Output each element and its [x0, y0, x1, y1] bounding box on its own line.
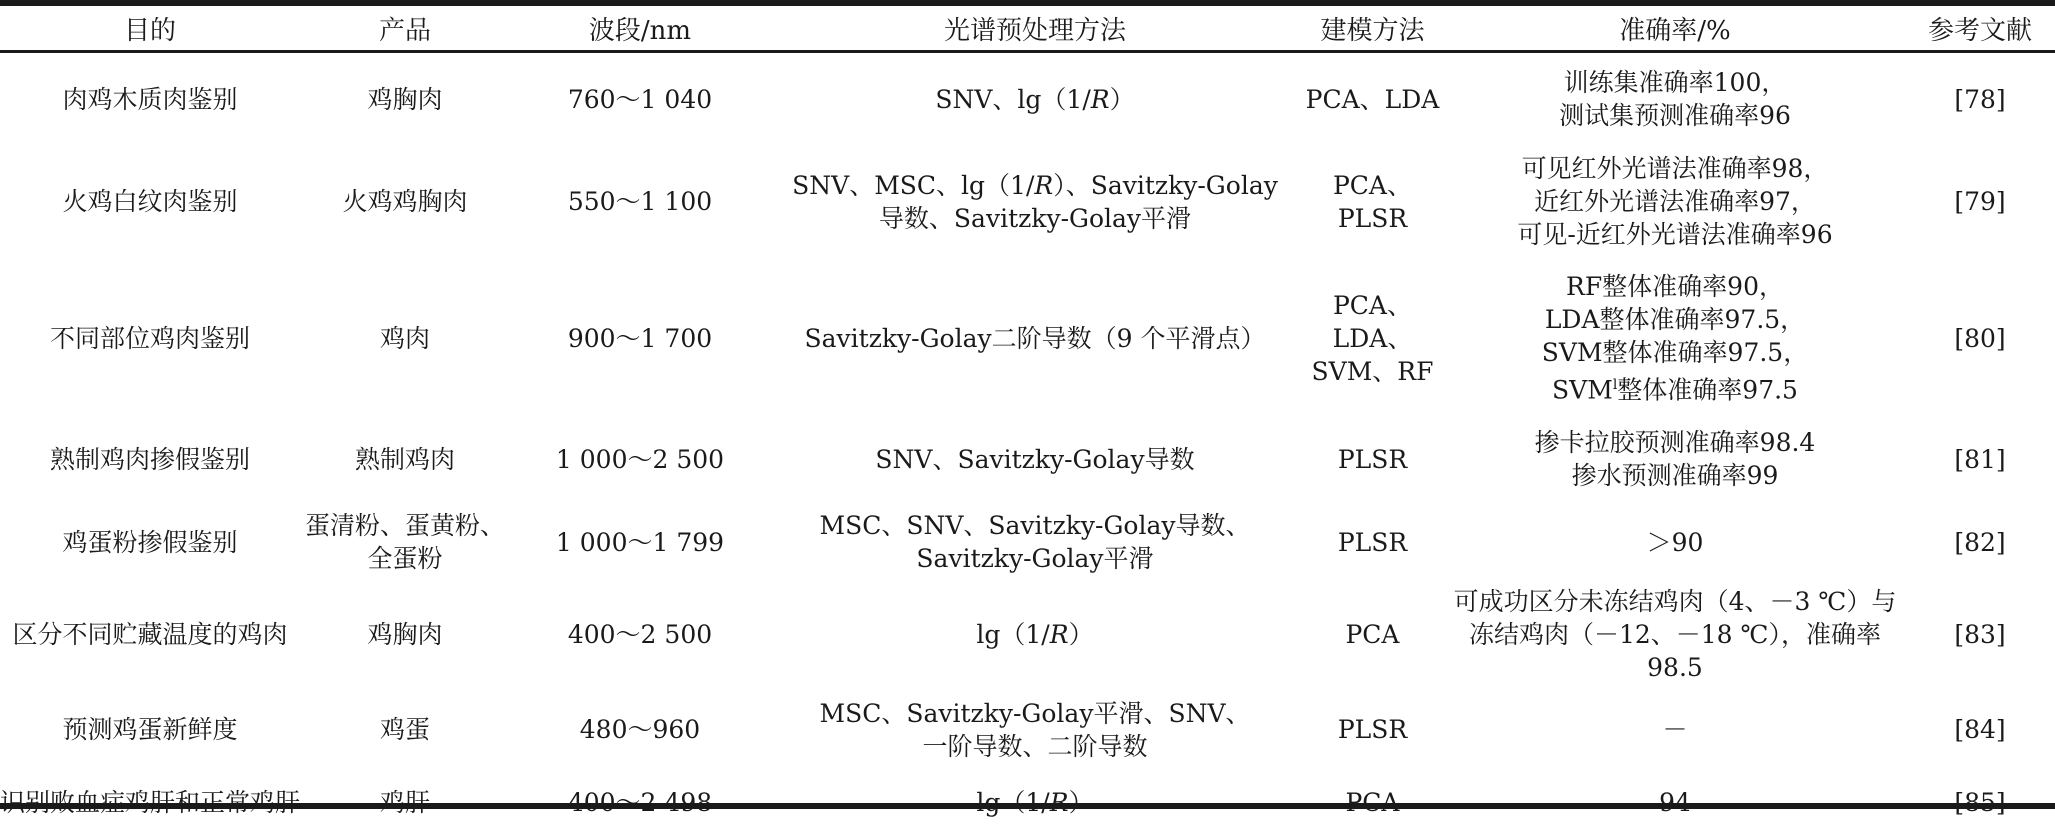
cell-purpose: 区分不同贮藏温度的鸡肉	[12, 620, 288, 649]
header-model: 建模方法	[1320, 15, 1425, 46]
cell-model: PCA、PLSR	[1332, 170, 1412, 233]
table-row	[0, 53, 2055, 145]
cell-model: PCA、LDA	[1305, 84, 1440, 114]
table-row	[0, 684, 2055, 775]
header-preprocess: 光谱预处理方法	[943, 15, 1126, 46]
header-band: 波段/nm	[588, 15, 692, 46]
cell-preprocess: lg（1/R）	[976, 620, 1094, 649]
cell-preprocess: SNV、MSC、lg（1/R）、Savitzky-Golay 导数、Savitzky-Golay平滑	[792, 170, 1278, 233]
cell-purpose: 不同部位鸡肉鉴别	[49, 324, 250, 353]
cell-model: PCA	[1345, 620, 1400, 649]
cell-product: 蛋清粉、蛋黄粉、 全蛋粉	[304, 511, 505, 573]
cell-reference: [85]	[1954, 787, 2006, 817]
table-row	[0, 145, 2055, 258]
cell-reference: [80]	[1954, 324, 2006, 353]
cell-model: PCA	[1345, 787, 1400, 817]
cell-purpose: 鸡蛋粉掺假鉴别	[62, 527, 238, 557]
cell-product: 鸡胸肉	[367, 620, 443, 649]
cell-band: 1 000～2 500	[555, 444, 725, 474]
cell-accuracy: RF整体准确率90， LDA整体准确率97.5， SVM整体准确率97.5， SVM$^l$整体准确率97.5	[1541, 272, 1809, 405]
cell-product: 鸡肝	[379, 787, 430, 817]
cell-product: 鸡肉	[379, 324, 430, 353]
cell-purpose: 预测鸡蛋新鲜度	[62, 715, 238, 744]
cell-band: 480～960	[579, 715, 701, 744]
cell-model: PCA、LDA、 SVM、RF	[1311, 291, 1434, 386]
cell-product: 鸡蛋	[379, 715, 430, 744]
cell-preprocess: lg（1/R）	[976, 787, 1094, 817]
cell-accuracy: 94	[1659, 787, 1691, 817]
cell-model: PLSR	[1337, 527, 1408, 557]
cell-band: 400～2 498	[567, 787, 713, 817]
cell-model: PLSR	[1337, 444, 1408, 474]
cell-purpose: 熟制鸡肉掺假鉴别	[49, 444, 250, 474]
cell-preprocess: Savitzky-Golay二阶导数（9 个平滑点）	[804, 324, 1266, 353]
cell-purpose: 识别败血症鸡肝和正常鸡肝	[0, 787, 301, 817]
cell-accuracy: 训练集准确率100， 测试集预测准确率96	[1559, 68, 1791, 130]
header-reference: 参考文献	[1927, 15, 2032, 46]
header-purpose: 目的	[123, 15, 176, 46]
data-table	[0, 6, 2055, 829]
header-product: 产品	[378, 15, 431, 46]
cell-reference: [83]	[1954, 620, 2006, 649]
cell-reference: [84]	[1954, 715, 2006, 744]
cell-reference: [81]	[1954, 444, 2006, 474]
cell-band: 550～1 100	[567, 187, 713, 216]
table-row	[0, 499, 2055, 585]
cell-band: 1 000～1 799	[555, 527, 725, 557]
cell-band: 760～1 040	[567, 84, 713, 114]
cell-accuracy: 可成功区分未冻结鸡肉（4、－3 ℃）与 冻结鸡肉（－12、－18 ℃），准确率98.5	[1453, 587, 1897, 682]
table-row	[0, 258, 2055, 419]
table-row	[0, 585, 2055, 684]
cell-purpose: 火鸡白纹肉鉴别	[62, 187, 238, 216]
cell-purpose: 肉鸡木质肉鉴别	[62, 84, 238, 114]
cell-reference: [79]	[1954, 187, 2006, 216]
table-row	[0, 775, 2055, 829]
header-accuracy: 准确率/%	[1619, 15, 1731, 46]
cell-accuracy: 可见红外光谱法准确率98， 近红外光谱法准确率97， 可见-近红外光谱法准确率96	[1517, 154, 1833, 249]
cell-preprocess: SNV、lg（1/R）	[935, 84, 1135, 114]
cell-accuracy: －	[1662, 715, 1688, 744]
cell-band: 400～2 500	[567, 620, 713, 649]
cell-accuracy: 掺卡拉胶预测准确率98.4 掺水预测准确率99	[1534, 428, 1816, 490]
cell-model: PLSR	[1337, 715, 1408, 744]
cell-product: 火鸡鸡胸肉	[342, 187, 468, 216]
cell-product: 鸡胸肉	[367, 84, 443, 114]
cell-reference: [82]	[1954, 527, 2006, 557]
cell-preprocess: SNV、Savitzky-Golay导数	[875, 444, 1195, 474]
header-row	[0, 6, 2055, 50]
table-row	[0, 419, 2055, 499]
cell-preprocess: MSC、Savitzky-Golay平滑、SNV、 一阶导数、二阶导数	[819, 698, 1251, 761]
cell-reference: [78]	[1954, 84, 2006, 114]
cell-band: 900～1 700	[567, 324, 713, 353]
cell-accuracy: ＞90	[1646, 527, 1704, 557]
cell-product: 熟制鸡肉	[354, 444, 455, 474]
cell-preprocess: MSC、SNV、Savitzky-Golay导数、 Savitzky-Golay平滑	[819, 511, 1251, 573]
